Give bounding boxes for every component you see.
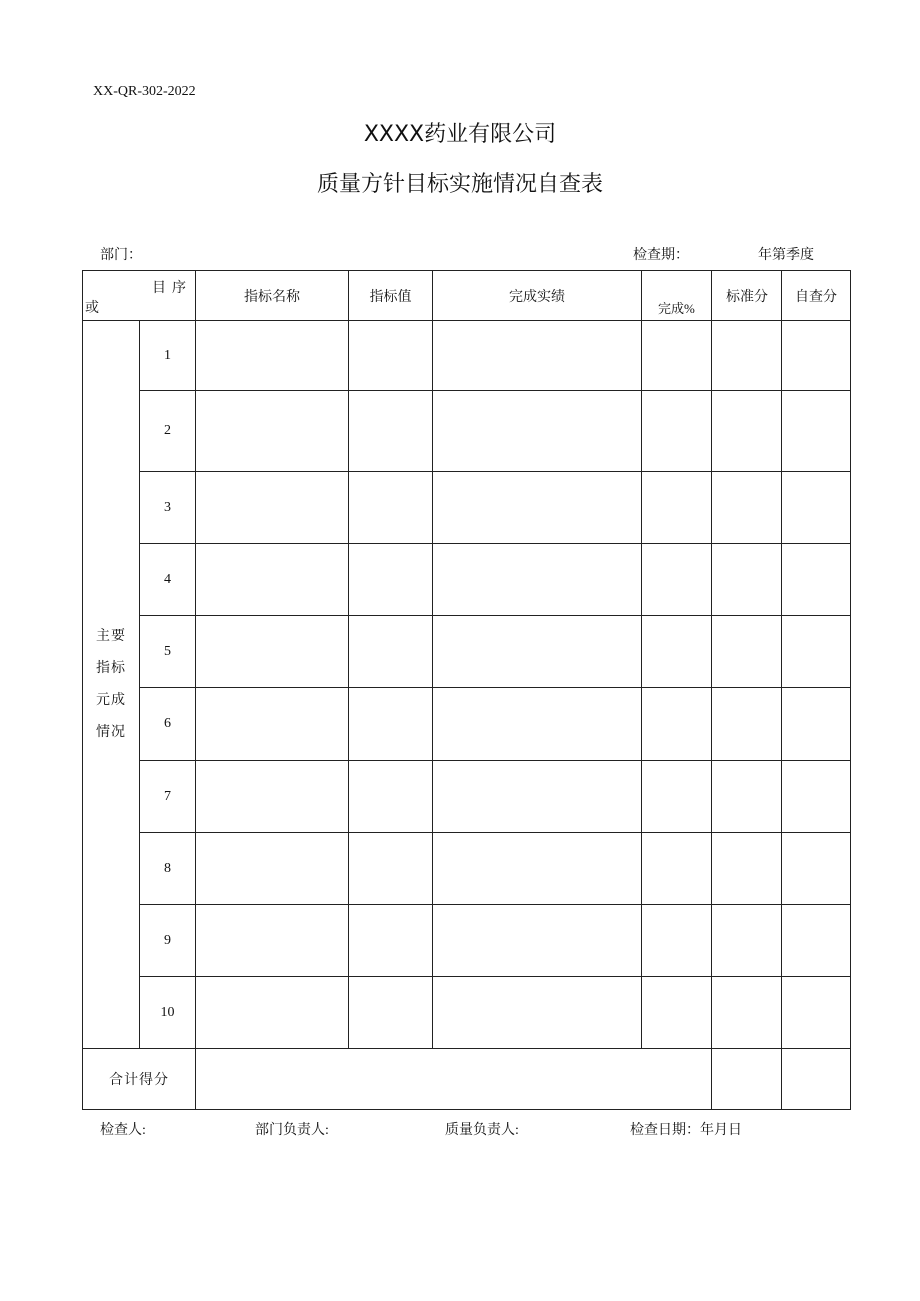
cell-self-score[interactable] [782,977,851,1049]
cell-self-score[interactable] [782,544,851,616]
cell-self-score[interactable] [782,472,851,544]
cell-name[interactable] [196,833,349,905]
cell-value[interactable] [349,391,433,472]
cell-self-score[interactable] [782,833,851,905]
cell-standard[interactable] [712,391,782,472]
table-header-row [83,271,851,321]
table-row [83,688,851,761]
cell-percent[interactable] [642,688,712,761]
table-row [83,472,851,544]
cell-standard[interactable] [712,688,782,761]
section-label-line: 元成 [96,692,126,708]
section-label-line: 指标 [96,660,126,676]
cell-value[interactable] [349,616,433,688]
cell-value[interactable] [349,977,433,1049]
header-indicator-name: 指标名称 [196,271,349,321]
cell-self-score[interactable] [782,391,851,472]
section-label-line: 主要 [96,628,126,644]
cell-name[interactable] [196,977,349,1049]
cell-name[interactable] [196,321,349,391]
row-number: 10 [140,977,196,1049]
cell-result[interactable] [433,977,642,1049]
cell-percent[interactable] [642,544,712,616]
cell-value[interactable] [349,544,433,616]
row-number: 9 [140,905,196,977]
section-label-line: 情况 [96,724,126,740]
header-corner-cell [83,271,196,321]
table-row [83,616,851,688]
cell-result[interactable] [433,321,642,391]
cell-self-score[interactable] [782,688,851,761]
cell-percent[interactable] [642,472,712,544]
row-number: 4 [140,544,196,616]
company-name: XXXX药业有限公司 [363,122,557,147]
cell-self-score[interactable] [782,761,851,833]
inspector-label: 检查人: [100,1123,146,1138]
table-row [83,321,851,391]
check-date-label: 检查日期：年月日 [630,1123,742,1138]
row-number: 2 [140,391,196,472]
total-self-score-cell[interactable] [782,1049,851,1110]
cell-name[interactable] [196,544,349,616]
cell-value[interactable] [349,833,433,905]
cell-percent[interactable] [642,905,712,977]
quality-head-label: 质量负责人: [445,1123,519,1138]
cell-standard[interactable] [712,472,782,544]
cell-result[interactable] [433,544,642,616]
cell-name[interactable] [196,905,349,977]
total-score-label: 合计得分 [83,1049,196,1110]
cell-percent[interactable] [642,616,712,688]
cell-self-score[interactable] [782,321,851,391]
cell-percent[interactable] [642,761,712,833]
row-number: 7 [140,761,196,833]
total-standard-cell[interactable] [712,1049,782,1110]
cell-value[interactable] [349,905,433,977]
table-row [83,977,851,1049]
dept-head-label: 部门负责人: [255,1123,329,1138]
document-code: XX-QR-302-2022 [93,84,196,99]
header-percent [642,271,712,321]
cell-result[interactable] [433,905,642,977]
total-row [83,1049,851,1110]
cell-percent[interactable] [642,977,712,1049]
cell-self-score[interactable] [782,616,851,688]
row-number: 3 [140,472,196,544]
form-title: 质量方针目标实施情况自查表 [316,172,603,197]
corner-bottom-label: 或 [85,301,99,316]
table-row [83,833,851,905]
cell-result[interactable] [433,616,642,688]
cell-result[interactable] [433,688,642,761]
header-indicator-value: 指标值 [349,271,433,321]
cell-standard[interactable] [712,616,782,688]
standard-score-label: 标准分 [726,289,768,305]
cell-self-score[interactable] [782,905,851,977]
header-standard-score [712,271,782,321]
cell-value[interactable] [349,321,433,391]
cell-standard[interactable] [712,977,782,1049]
cell-result[interactable] [433,761,642,833]
cell-percent[interactable] [642,391,712,472]
row-number: 1 [140,321,196,391]
cell-name[interactable] [196,472,349,544]
cell-result[interactable] [433,472,642,544]
cell-name[interactable] [196,616,349,688]
cell-percent[interactable] [642,833,712,905]
row-number: 6 [140,688,196,761]
header-result: 完成实绩 [433,271,642,321]
self-check-table [82,270,851,1110]
cell-standard[interactable] [712,905,782,977]
cell-standard[interactable] [712,833,782,905]
cell-name[interactable] [196,761,349,833]
corner-top-label: 目序 [152,281,192,296]
cell-value[interactable] [349,688,433,761]
period-label: 检查期： [633,248,689,263]
cell-standard[interactable] [712,321,782,391]
department-label: 部门： [100,248,142,263]
season-label: 年第季度 [758,248,814,263]
cell-standard[interactable] [712,761,782,833]
row-number: 8 [140,833,196,905]
table-row [83,544,851,616]
cell-result[interactable] [433,833,642,905]
table-row [83,905,851,977]
cell-percent[interactable] [642,321,712,391]
cell-result[interactable] [433,391,642,472]
percent-label: 完成% [658,301,695,316]
cell-value[interactable] [349,472,433,544]
cell-value[interactable] [349,761,433,833]
cell-name[interactable] [196,688,349,761]
cell-standard[interactable] [712,544,782,616]
section-label-cell [83,321,140,1049]
table-row [83,761,851,833]
row-number: 5 [140,616,196,688]
header-self-score: 自查分 [782,271,851,321]
total-score-cell[interactable] [196,1049,712,1110]
cell-name[interactable] [196,391,349,472]
table-row [83,391,851,472]
